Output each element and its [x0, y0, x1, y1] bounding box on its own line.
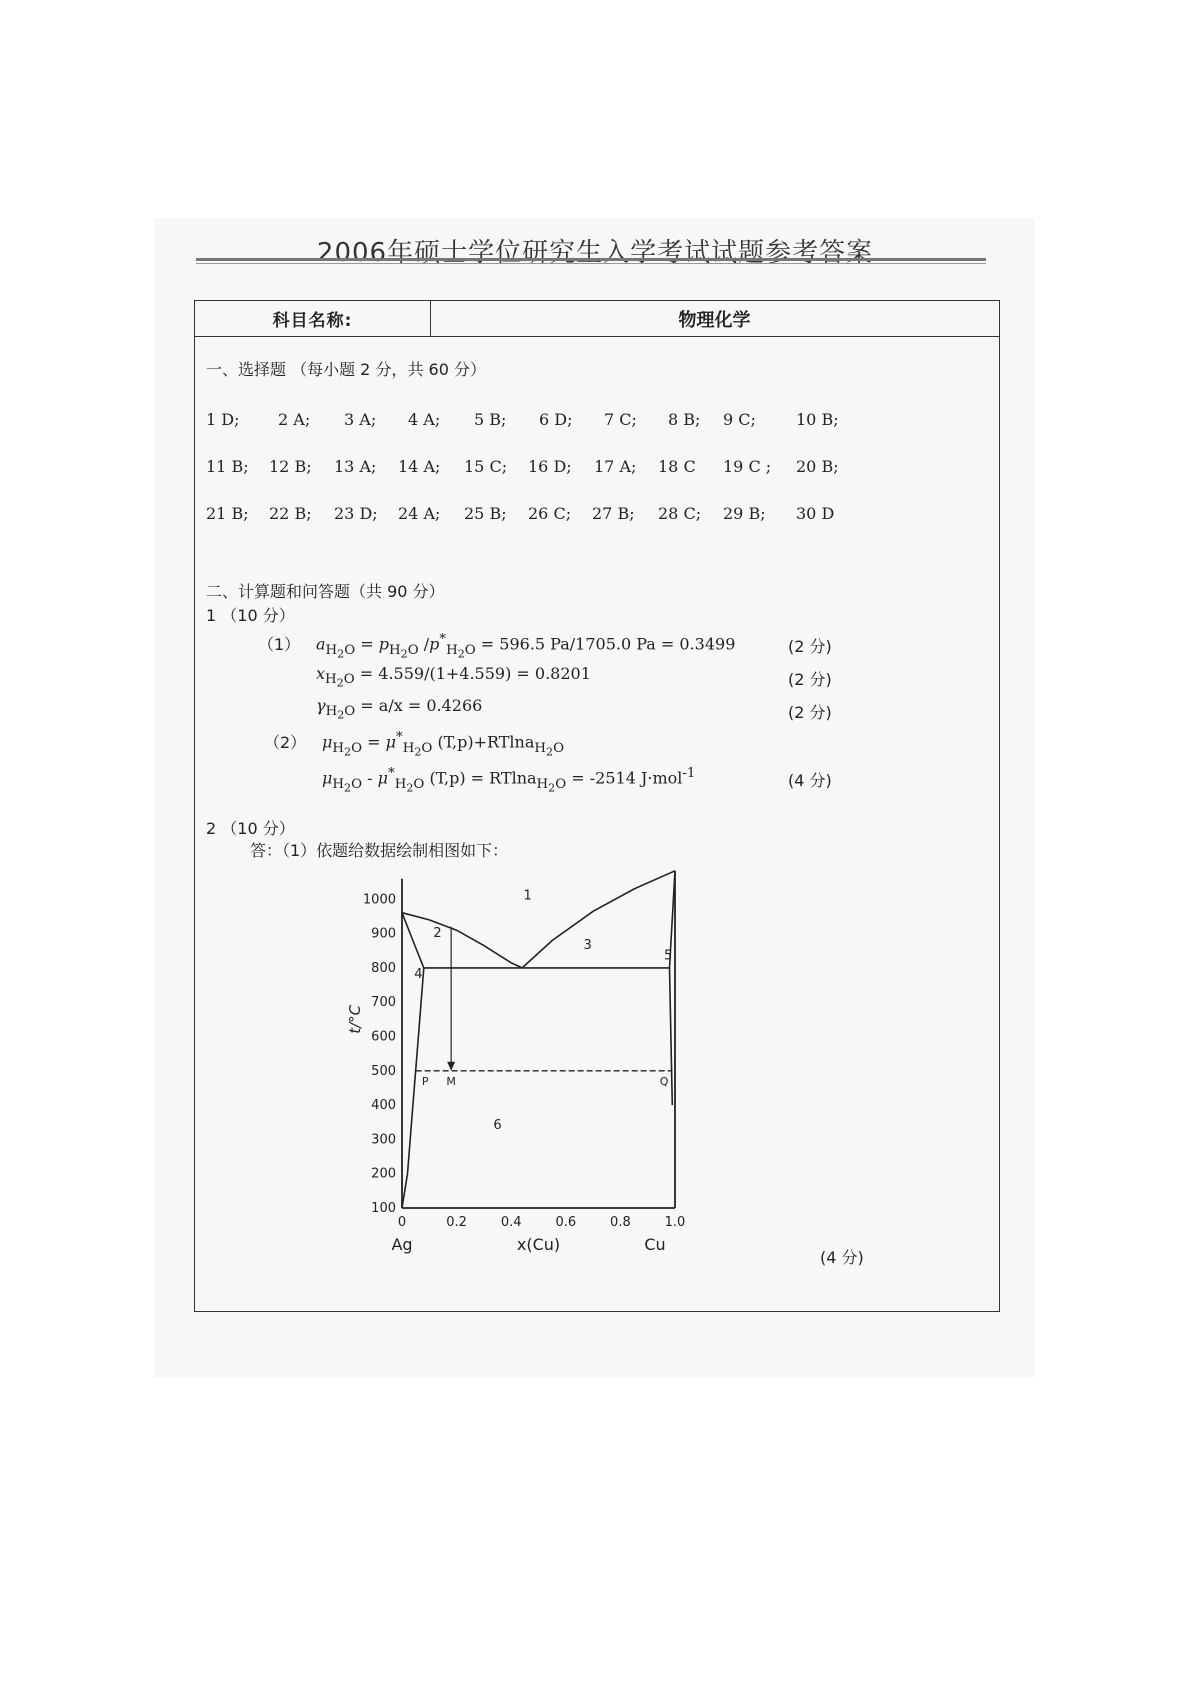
answer-item: 7 C;: [604, 410, 637, 429]
subject-row: [195, 301, 999, 337]
answer-item: 10 B;: [796, 410, 839, 429]
phase-diagram-chart: [346, 860, 710, 1270]
y-tick-label: 1000: [362, 892, 396, 908]
region-label-5: 5: [664, 948, 673, 964]
question1-label: 1 （10 分）: [206, 606, 295, 625]
question2-label: 2 （10 分）: [206, 819, 295, 838]
region-label-2: 2: [433, 926, 442, 942]
answer-item: 14 A;: [398, 457, 441, 476]
solidus-left-curve: [402, 913, 424, 968]
answer-item: 22 B;: [269, 504, 312, 523]
answer-item: 3 A;: [344, 410, 377, 429]
tie-point-label-m: M: [446, 1074, 456, 1088]
answer-item: 18 C: [658, 457, 696, 476]
points-q2: (4 分): [820, 1248, 864, 1267]
x-tick-label: 0.4: [500, 1215, 522, 1230]
answer-item: 13 A;: [334, 457, 377, 476]
region-label-3: 3: [583, 938, 592, 954]
answer-item: 2 A;: [278, 410, 311, 429]
liquidus-right-curve: [522, 871, 675, 968]
answer-item: 8 B;: [668, 410, 701, 429]
y-tick-label: 500: [371, 1063, 396, 1079]
answer-item: 12 B;: [269, 457, 312, 476]
answer-item: 1 D;: [206, 410, 240, 429]
y-axis-label: t/°C: [346, 1004, 364, 1034]
y-tick-label: 100: [371, 1201, 396, 1216]
title-rule: [196, 258, 986, 261]
answer-item: 29 B;: [723, 504, 766, 523]
equation-chemical-potential: $\mu_{H_2O} = \mu^*_{H_2O}$ (T,p)+RTlna$_{H_2O}$: [322, 730, 565, 759]
answer-item: 27 B;: [592, 504, 635, 523]
answer-item: 11 B;: [206, 457, 249, 476]
x-tick-label: 0.6: [555, 1215, 577, 1230]
points-eq2: (2 分): [788, 670, 832, 689]
answer-item: 4 A;: [408, 410, 441, 429]
answer-item: 21 B;: [206, 504, 249, 523]
answer-item: 19 C ;: [723, 457, 772, 476]
q1-part2-label: （2）: [264, 733, 307, 752]
region-label-1: 1: [523, 888, 532, 904]
title-rule-thin: [196, 263, 986, 264]
x-tick-label: 0.8: [610, 1215, 631, 1230]
answer-item: 9 C;: [723, 410, 756, 429]
left-component-label: Ag: [391, 1235, 413, 1254]
y-tick-label: 300: [371, 1132, 396, 1148]
equation-activity-value: = 596.5 Pa/1705.0 Pa = 0.3499: [480, 634, 736, 654]
equation-mole-fraction: $x_{H_2O} = 4.559/(1+4.559) = 0.8201$: [316, 664, 591, 690]
answer-item: 28 C;: [658, 504, 702, 523]
equation-mole-fraction-value: = 4.559/(1+4.559) = 0.8201: [359, 664, 591, 683]
y-tick-label: 200: [371, 1166, 396, 1182]
equation-chemical-potential-rhs: (T,p)+RTlna: [437, 732, 535, 752]
section2-heading: 二、计算题和问答题（共 90 分）: [206, 582, 445, 601]
points-eq3: (2 分): [788, 703, 832, 722]
x-axis-label: x(Cu): [516, 1235, 561, 1254]
q1-part1-label: （1）: [258, 635, 301, 654]
equation-difference-value: = -2514 J·mol: [571, 768, 683, 788]
y-tick-label: 600: [371, 1029, 396, 1045]
section1-heading: 一、选择题 （每小题 2 分，共 60 分）: [206, 360, 486, 379]
solvus-left-curve: [402, 968, 424, 1208]
solvus-right-curve: [670, 968, 673, 1105]
y-tick-label: 400: [371, 1098, 396, 1114]
answer-item: 24 A;: [398, 504, 441, 523]
answer-item: 25 B;: [464, 504, 507, 523]
tie-point-label-q: Q: [659, 1074, 669, 1088]
region-label-6: 6: [493, 1118, 502, 1134]
answer-item: 23 D;: [334, 504, 378, 523]
equation-activity-coefficient-value: = a/x = 0.4266: [360, 696, 483, 715]
y-tick-label: 900: [371, 926, 396, 942]
answer-item: 26 C;: [528, 504, 572, 523]
right-component-label: Cu: [644, 1235, 666, 1254]
equation-activity: $a_{H_2O} = p_{H_2O}$ $/p^*_{H_2O} = 596.5$ Pa/1705.0 Pa = 0.3499: [316, 632, 736, 661]
x-tick-label: 0: [397, 1215, 407, 1230]
equation-chemical-potential-difference: $\mu_{H_2O} - \mu^*_{H_2O}$ (T,p) = RTlna$_{H_2O}$ = -2514 J·mol$^{-1}$: [322, 766, 696, 795]
points-eq1: (2 分): [788, 637, 832, 656]
answer-item: 6 D;: [539, 410, 573, 429]
region-label-4: 4: [414, 967, 423, 983]
answer-item: 5 B;: [474, 410, 507, 429]
x-tick-label: 1.0: [664, 1215, 686, 1230]
answer-item: 20 B;: [796, 457, 839, 476]
answer-item: 15 C;: [464, 457, 508, 476]
equation-difference-rhs: (T,p) = RTlna: [429, 768, 537, 788]
answer-item: 30 D: [796, 504, 835, 523]
answer-item: 17 A;: [594, 457, 637, 476]
tie-point-label-p: P: [421, 1074, 429, 1088]
cooling-path-arrowhead: [447, 1062, 455, 1071]
subject-label: 科目名称:: [195, 301, 431, 336]
page-title: 2006年硕士学位研究生入学考试试题参考答案: [316, 238, 874, 268]
subject-value: 物理化学: [678, 309, 751, 331]
x-tick-label: 0.2: [446, 1215, 467, 1230]
answer-item: 16 D;: [528, 457, 572, 476]
equation-activity-coefficient: $\gamma_{H_2O} = a/x = 0.4266$: [316, 696, 483, 722]
question2-intro: 答：（1）依题给数据绘制相图如下：: [250, 841, 509, 860]
y-tick-label: 800: [371, 960, 396, 976]
points-eq5: (4 分): [788, 771, 832, 790]
y-tick-label: 700: [371, 995, 396, 1011]
